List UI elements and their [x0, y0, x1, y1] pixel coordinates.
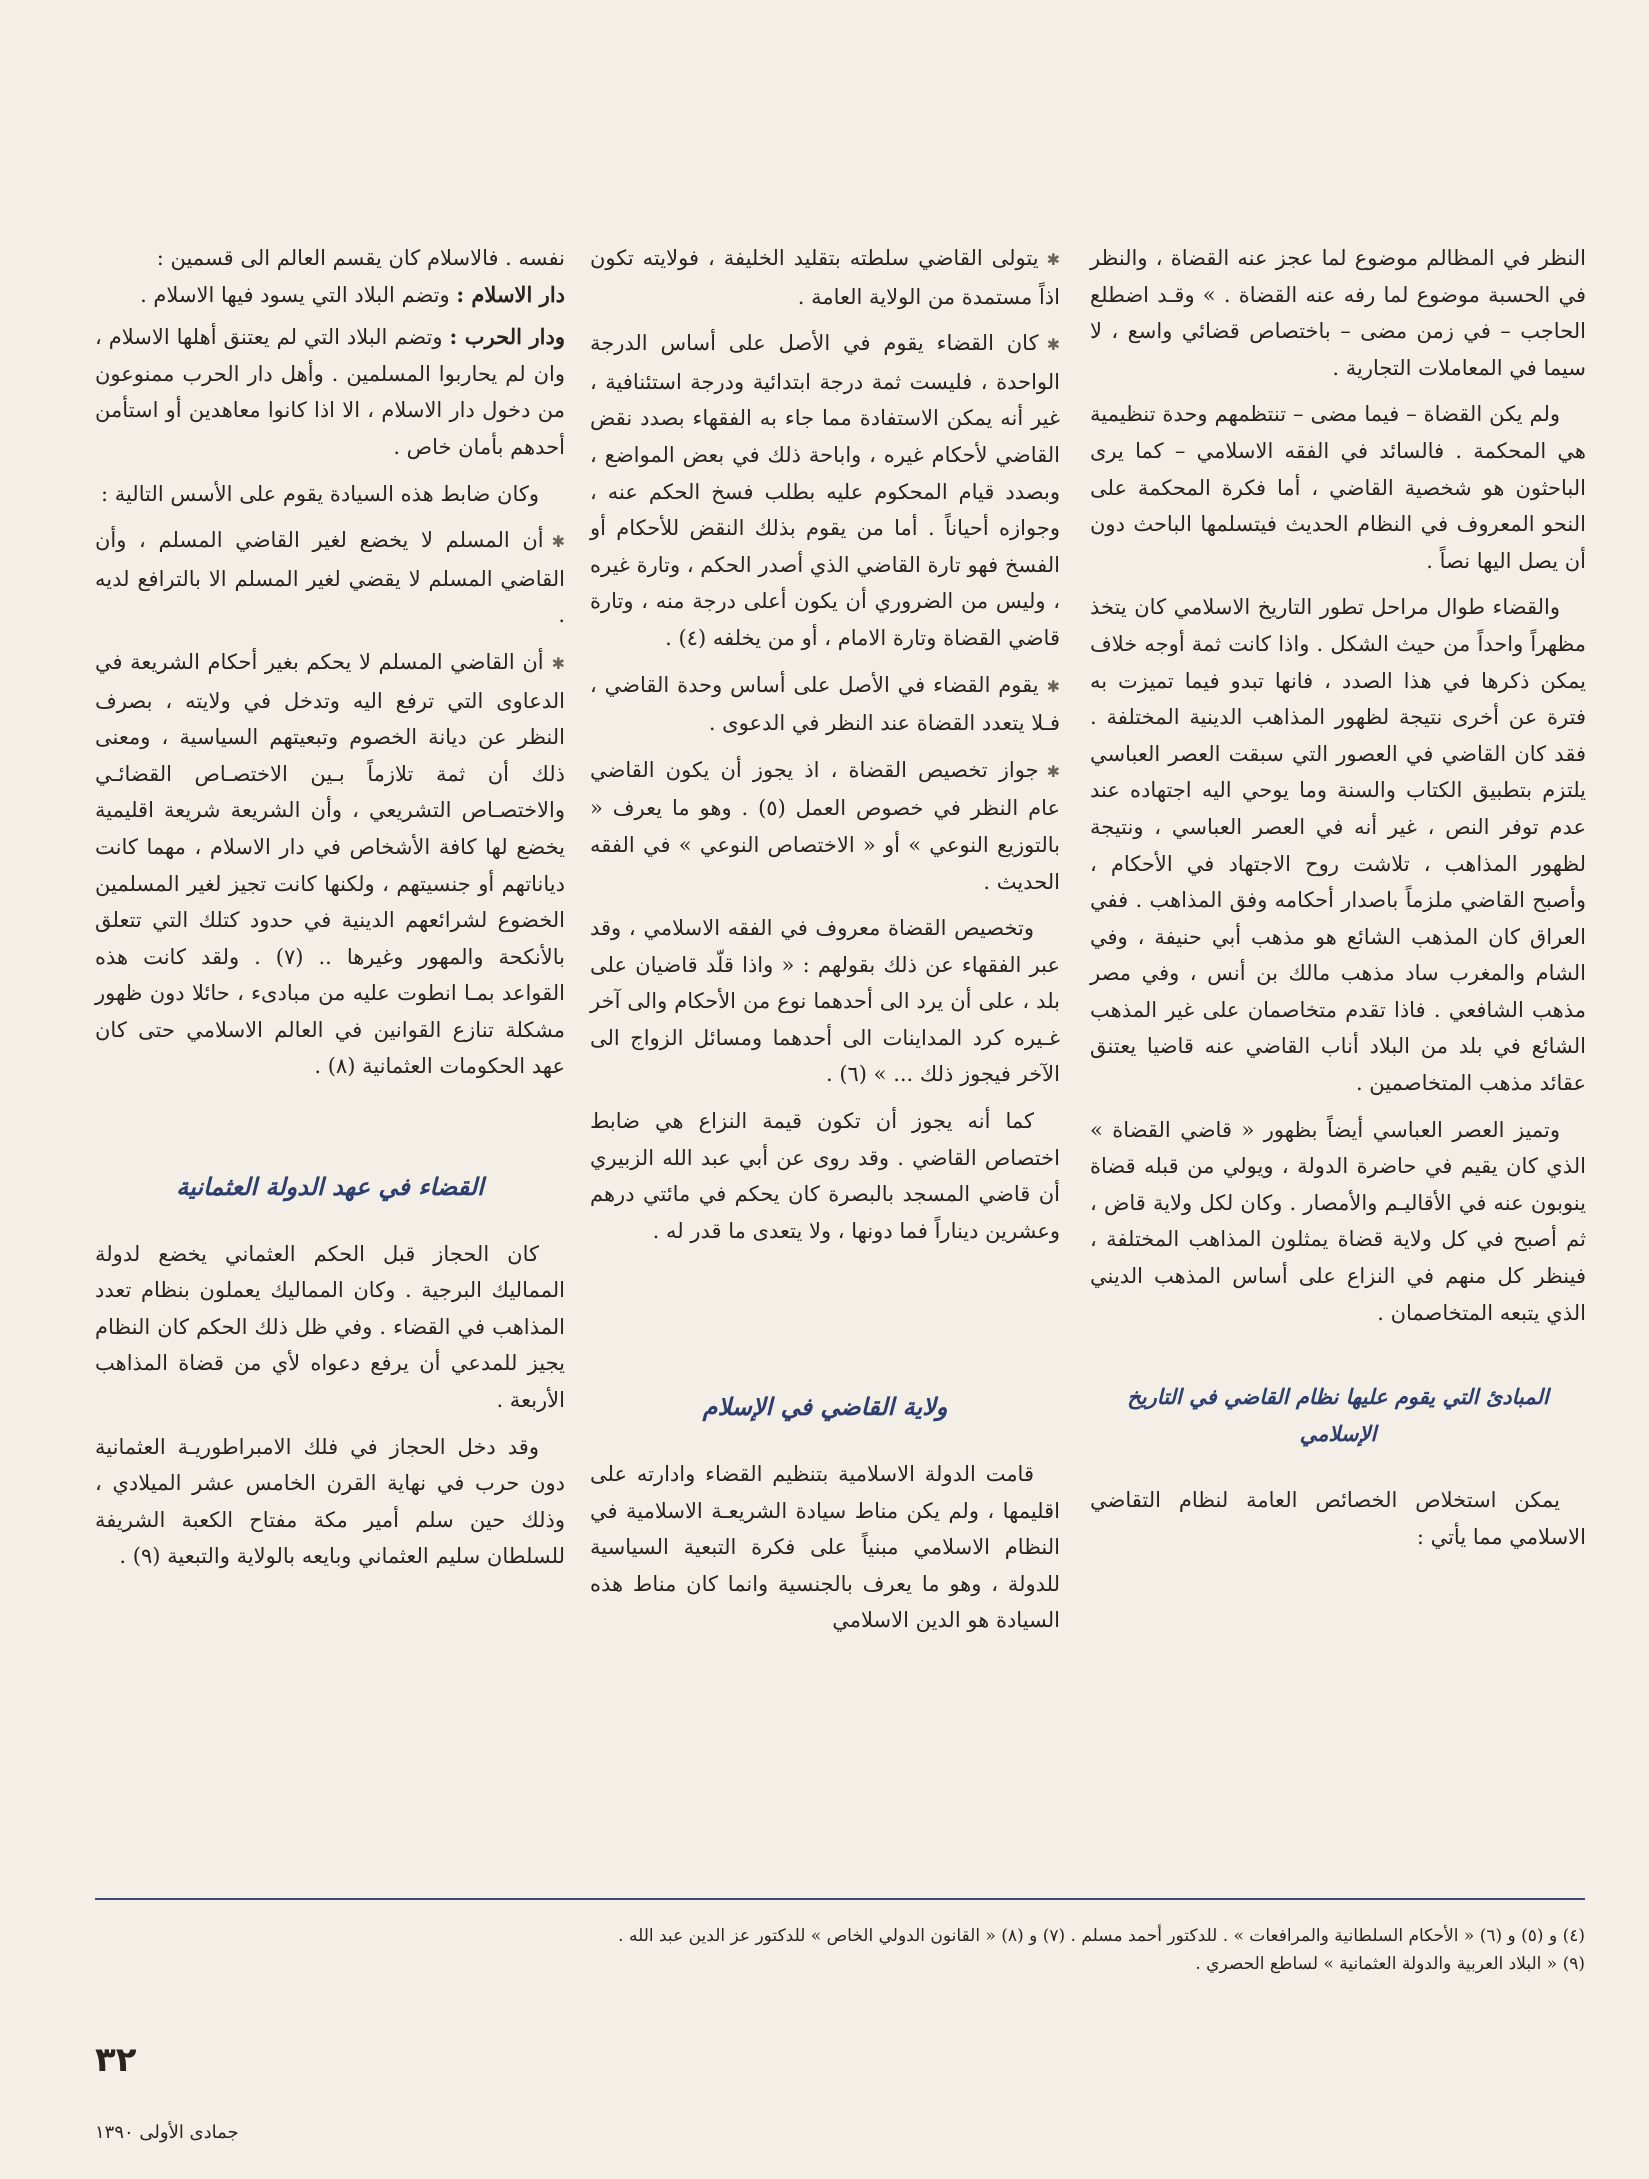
paragraph: كما أنه يجوز أن تكون قيمة النزاع هي ضابط اختصاص القاضي . وقد روى عن أبي عبد الله الزبيري أن قاضي المسجد بالبصرة كان يحكم في مائتي درهم وعشرين ديناراً فما دونها ، ولا يتعدى ما قدر له . — [590, 1109, 1060, 1243]
definition-text: وتضم البلاد التي لم يعتنق أهلها الاسلام ، وان لم يحاربوا المسلمين . وأهل دار الحرب ممنوعون من دخول دار الاسلام ، الا اذا كانوا معاهدين أو استأمن أحدهم بأمان خاص . — [95, 325, 565, 459]
footnote-line: (٩) « البلاد العربية والدولة العثمانية » لساطع الحصري . — [1195, 1954, 1585, 1974]
definition-dar-islam — [95, 277, 565, 314]
paragraph: وتميز العصر العباسي أيضاً بظهور « قاضي القضاة » الذي كان يقيم في حاضرة الدولة ، ويولي من قبله قضاة ينوبون عنه في الأقاليـم والأمصار . وكان لكل ولاية قاض ، ثم أصبح في كل ولاية قضاة يمثلون المذاهب المختلفة ، فينظر كل منهم في النزاع على أساس المذهب الديني الذي يتبعه المتخاصمان . — [1090, 1117, 1586, 1325]
paragraph: وقد دخل الحجاز في فلك الامبراطوريـة العثمانية دون حرب في نهاية القرن الخامس عشر الميلادي ، وذلك حين سلم أمير مكة مفتاح الكعبة الشريفة للسلطان سليم العثماني وبايعه بالولاية والتبعية (٩) . — [95, 1434, 565, 1569]
section-heading: المبادئ التي يقوم عليها نظام القاضي في التاريخ الإسلامي — [1127, 1384, 1549, 1446]
paragraph: والقضاء طوال مراحل تطور التاريخ الاسلامي كان يتخذ مظهراً واحداً من حيث الشكل . واذا كانت ثمة أوجه خلاف يمكن ذكرها في هذا الصدد ، فانها تبدو فيما تميزت به فترة عن أخرى نتيجة لظهور المذاهب الدينية المختلفة . فقد كان القاضي في العصور التي سبقت العصر العباسي يلتزم بتطبيق الكتاب والسنة وما يوحي اليه اجتهاده عند عدم توفر النص ، غير أنه في العصر العباسي ، ونتيجة لظهور المذاهب ، تلاشت روح الاجتهاد في الأحكام ، وأصبح القاضي ملزماً باصدار أحكامه وفق المذاهب . ففي العراق كان المذهب الشائع هو مذهب أبي حنيفة ، وفي الشام والمغرب ساد مذهب مالك بن أنس ، وفي مصر مذهب الشافعي . فاذا تقدم متخاصمان على غير المذهب الشائع في بلد من البلاد أناب القاضي عنه قاضيا يعتنق عقائد مذهب المتخاصمين . — [1090, 595, 1586, 1096]
bullet-icon: ✱ — [1046, 676, 1060, 696]
bullet-item: ✱أن المسلم لا يخضع لغير القاضي المسلم ، وأن القاضي المسلم لا يقضي لغير المسلم الا بالترافع لديه . — [95, 528, 565, 628]
section-heading: ولاية القاضي في الإسلام — [702, 1392, 948, 1422]
definition-dar-harb — [95, 319, 565, 465]
bullet-item: ✱يتولى القاضي سلطته بتقليد الخليفة ، فولايته تكون اذاً مستمدة من الولاية العامة . — [590, 246, 1060, 309]
bullet-item: ✱جواز تخصيص القضاة ، اذ يجوز أن يكون القاضي عام النظر في خصوص العمل (٥) . وهو ما يعرف « بالتوزيع النوعي » أو « الاختصاص النوعي » في الفقه الحديث . — [590, 757, 1060, 894]
definition-text: وتضم البلاد التي يسود فيها الاسلام . — [140, 282, 450, 307]
column-middle — [590, 240, 1060, 1649]
paragraph: كان الحجاز قبل الحكم العثماني يخضع لدولة المماليك البرجية . وكان المماليك يعملون بنظام تعدد المذاهب في القضاء . وفي ظل ذلك الحكم كان النظام يجيز للمدعي أن يرفع دعواه لأي من قضاة المذاهب الأربعة . — [95, 1241, 565, 1413]
page-number: ٣٢ — [95, 2040, 137, 2080]
bullet-item: ✱يقوم القضاء في الأصل على أساس وحدة القاضي ، فـلا يتعدد القضاة عند النظر في الدعوى . — [590, 672, 1060, 736]
column-left — [95, 240, 565, 1585]
bullet-item: ✱أن القاضي المسلم لا يحكم بغير أحكام الشريعة في الدعاوى التي ترفع اليه وتدخل في ولايته ، بصرف النظر عن ديانة الخصوم وتبعيتهم السياسية ، ومعنى ذلك أن ثمة تلازماً بـين الاختصـاص القضائـي والاختصـاص التشريعي ، وأن الشريعة شريعة اقليمية يخضع لها كافة الأشخاص في دار الاسلام ، مهما كانت دياناتهم أو جنسيتهم ، ولكنها كانت تجيز لغير المسلمين الخضوع لشرائعهم الدينية في حدود كتلك التي تتعلق بالأنكحة والمهور وغيرها .. (٧) . ولقد كانت هذه القواعد بمـا انطوت عليه من مبادىء ، حائلا دون ظهور مشكلة تنازع القوانين في العالم الاسلامي حتى كان عهد الحكومات العثمانية (٨) . — [95, 649, 565, 1079]
bullet-item: ✱كان القضاء يقوم في الأصل على أساس الدرجة الواحدة ، فليست ثمة درجة ابتدائية ودرجة استئنافية ، غير أنه يمكن الاستفادة مما جاء به الفقهاء بصدد نقض القاضي لأحكام غيره ، واباحة ذلك في بعض المواضع ، وبصدد قيام المحكوم عليه بطلب فسخ الحكم عنه ، وجوازه أحياناً . أما من يقوم بذلك النقض للأحكام أو الفسخ فهو تارة القاضي الذي أصدر الحكم ، وتارة غيره ، وليس من الضروري أن يكون أعلى درجة منه ، وتارة قاضي القضاة وتارة الامام ، أو من يخلفه (٤) . — [590, 331, 1060, 650]
paragraph: ولم يكن القضاة – فيما مضى – تنتظمهم وحدة تنظيمية هي المحكمة . فالسائد في الفقه الاسلامي – كما يرى الباحثون هو شخصية القاضي ، أما فكرة المحكمة على النحو المعروف في النظام الحديث فيتسلمها الباحث دون أن يصل اليها نصاً . — [1090, 402, 1586, 573]
footnote-line: (٤) و (٥) و (٦) « الأحكام السلطانية والمرافعات » . للدكتور أحمد مسلم . (٧) و (٨) « القانون الدولي الخاص » للدكتور عز الدين عبد الله . — [618, 1926, 1585, 1946]
paragraph: يمكن استخلاص الخصائص العامة لنظام التقاضي الاسلامي مما يأتي : — [1090, 1488, 1586, 1549]
term: ودار الحرب : — [449, 324, 565, 350]
section-heading: القضاء في عهد الدولة العثمانية — [176, 1172, 484, 1202]
paragraph: قامت الدولة الاسلامية بتنظيم القضاء وادارته على اقليمها ، ولم يكن مناط سيادة الشريعـة الاسلامية في النظام الاسلامي مبنياً على فكرة التبعية السياسية للدولة ، وهو ما يعرف بالجنسية وانما كان مناط هذه السيادة هو الدين الاسلامي — [590, 1462, 1060, 1633]
bullet-icon: ✱ — [551, 532, 565, 552]
bullet-icon: ✱ — [1046, 335, 1060, 355]
paragraph: النظر في المظالم موضوع لما عجز عنه القضاة ، والنظر في الحسبة موضوع لما رفه عنه القضاة . » وقـد اضطلع الحاجب – في زمن مضى – باختصاص قضائي واسع ، لا سيما في المعاملات التجارية . — [1090, 246, 1586, 380]
paragraph: وكان ضابط هذه السيادة يقوم على الأسس التالية : — [100, 481, 539, 506]
bullet-icon: ✱ — [551, 653, 565, 673]
paragraph: وتخصيص القضاة معروف في الفقه الاسلامي ، وقد عبر الفقهاء عن ذلك بقولهم : « واذا قلّد قاضيان على بلد ، على أن يرد الى أحدهما نوع من الأحكام والى آخر غـيره كرد المداينات الى أحدهما ومسائل الزواج الى الآخر فيجوز ذلك ... » (٦) . — [590, 916, 1060, 1087]
footnote-divider — [95, 1898, 1585, 1900]
footnotes — [95, 1922, 1585, 1978]
issue-date: جمادى الأولى ١٣٩٠ — [95, 2122, 239, 2143]
term: دار الاسلام : — [456, 281, 565, 307]
bullet-icon: ✱ — [1046, 761, 1060, 781]
column-right — [1090, 240, 1586, 1566]
paragraph: نفسه . فالاسلام كان يقسم العالم الى قسمين : — [156, 246, 565, 270]
bullet-icon: ✱ — [1046, 250, 1060, 269]
